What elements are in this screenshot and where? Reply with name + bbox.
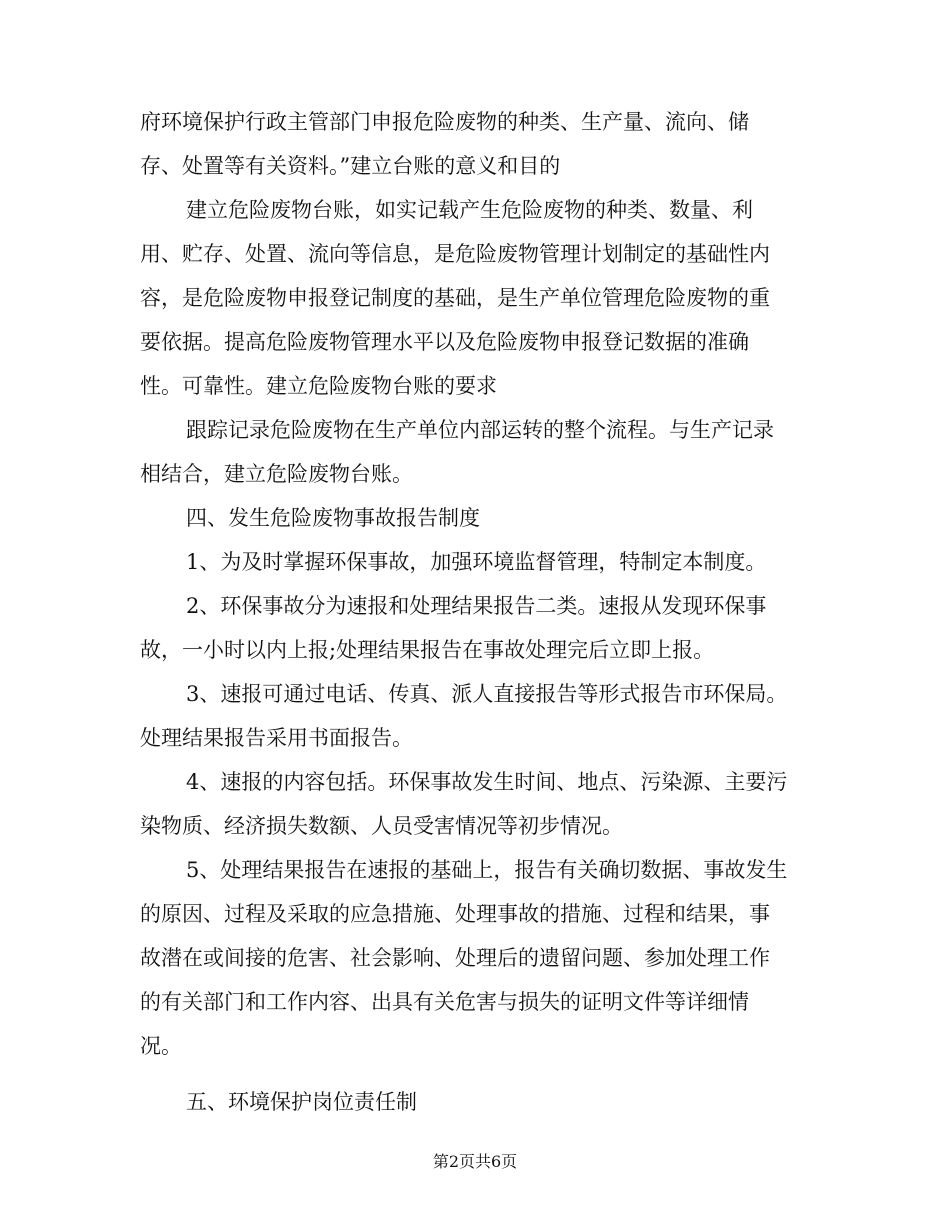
text-line: 1、为及时掌握环保事故，加强环境监督管理，特制定本制度。 <box>186 550 767 574</box>
section-heading: 四、发生危险废物事故报告制度 <box>186 506 480 530</box>
text-line: 建立危险废物台账，如实记载产生危险废物的种类、数量、利 <box>186 198 753 222</box>
text-line: 存、处置等有关资料。”建立台账的意义和目的 <box>140 154 561 178</box>
text-line: 染物质、经济损失数额、人员受害情况等初步情况。 <box>140 814 623 838</box>
text-line: 3、速报可通过电话、传真、派人直接报告等形式报告市环保局。 <box>186 682 788 706</box>
text-line: 的有关部门和工作内容、出具有关危害与损失的证明文件等详细情 <box>140 990 749 1014</box>
text-line: 4、速报的内容包括。环保事故发生时间、地点、污染源、主要污 <box>186 770 788 794</box>
text-line: 性。可靠性。建立危险废物台账的要求 <box>140 374 497 398</box>
text-line: 相结合，建立危险废物台账。 <box>140 462 413 486</box>
text-line: 要依据。提高危险废物管理水平以及危险废物申报登记数据的准确 <box>140 330 749 354</box>
text-line: 跟踪记录危险废物在生产单位内部运转的整个流程。与生产记录 <box>186 418 774 442</box>
text-line: 2、环保事故分为速报和处理结果报告二类。速报从发现环保事 <box>186 594 767 618</box>
text-line: 府环境保护行政主管部门申报危险废物的种类、生产量、流向、储 <box>140 110 749 134</box>
text-line: 5、处理结果报告在速报的基础上，报告有关确切数据、事故发生 <box>186 858 788 882</box>
text-line: 的原因、过程及采取的应急措施、处理事故的措施、过程和结果，事 <box>140 902 770 926</box>
text-line: 处理结果报告采用书面报告。 <box>140 726 413 750</box>
text-line: 况。 <box>140 1034 182 1058</box>
page-number: 第2页共6页 <box>432 1152 518 1171</box>
text-line: 故，一小时以内上报;处理结果报告在事故处理完后立即上报。 <box>140 638 715 662</box>
text-line: 故潜在或间接的危害、社会影响、处理后的遗留问题、参加处理工作 <box>140 946 770 970</box>
section-heading: 五、环境保护岗位责任制 <box>186 1090 417 1114</box>
document-body <box>140 100 815 1124</box>
text-line: 用、贮存、处置、流向等信息，是危险废物管理计划制定的基础性内 <box>140 242 770 266</box>
text-line: 容，是危险废物申报登记制度的基础，是生产单位管理危险废物的重 <box>140 286 770 310</box>
